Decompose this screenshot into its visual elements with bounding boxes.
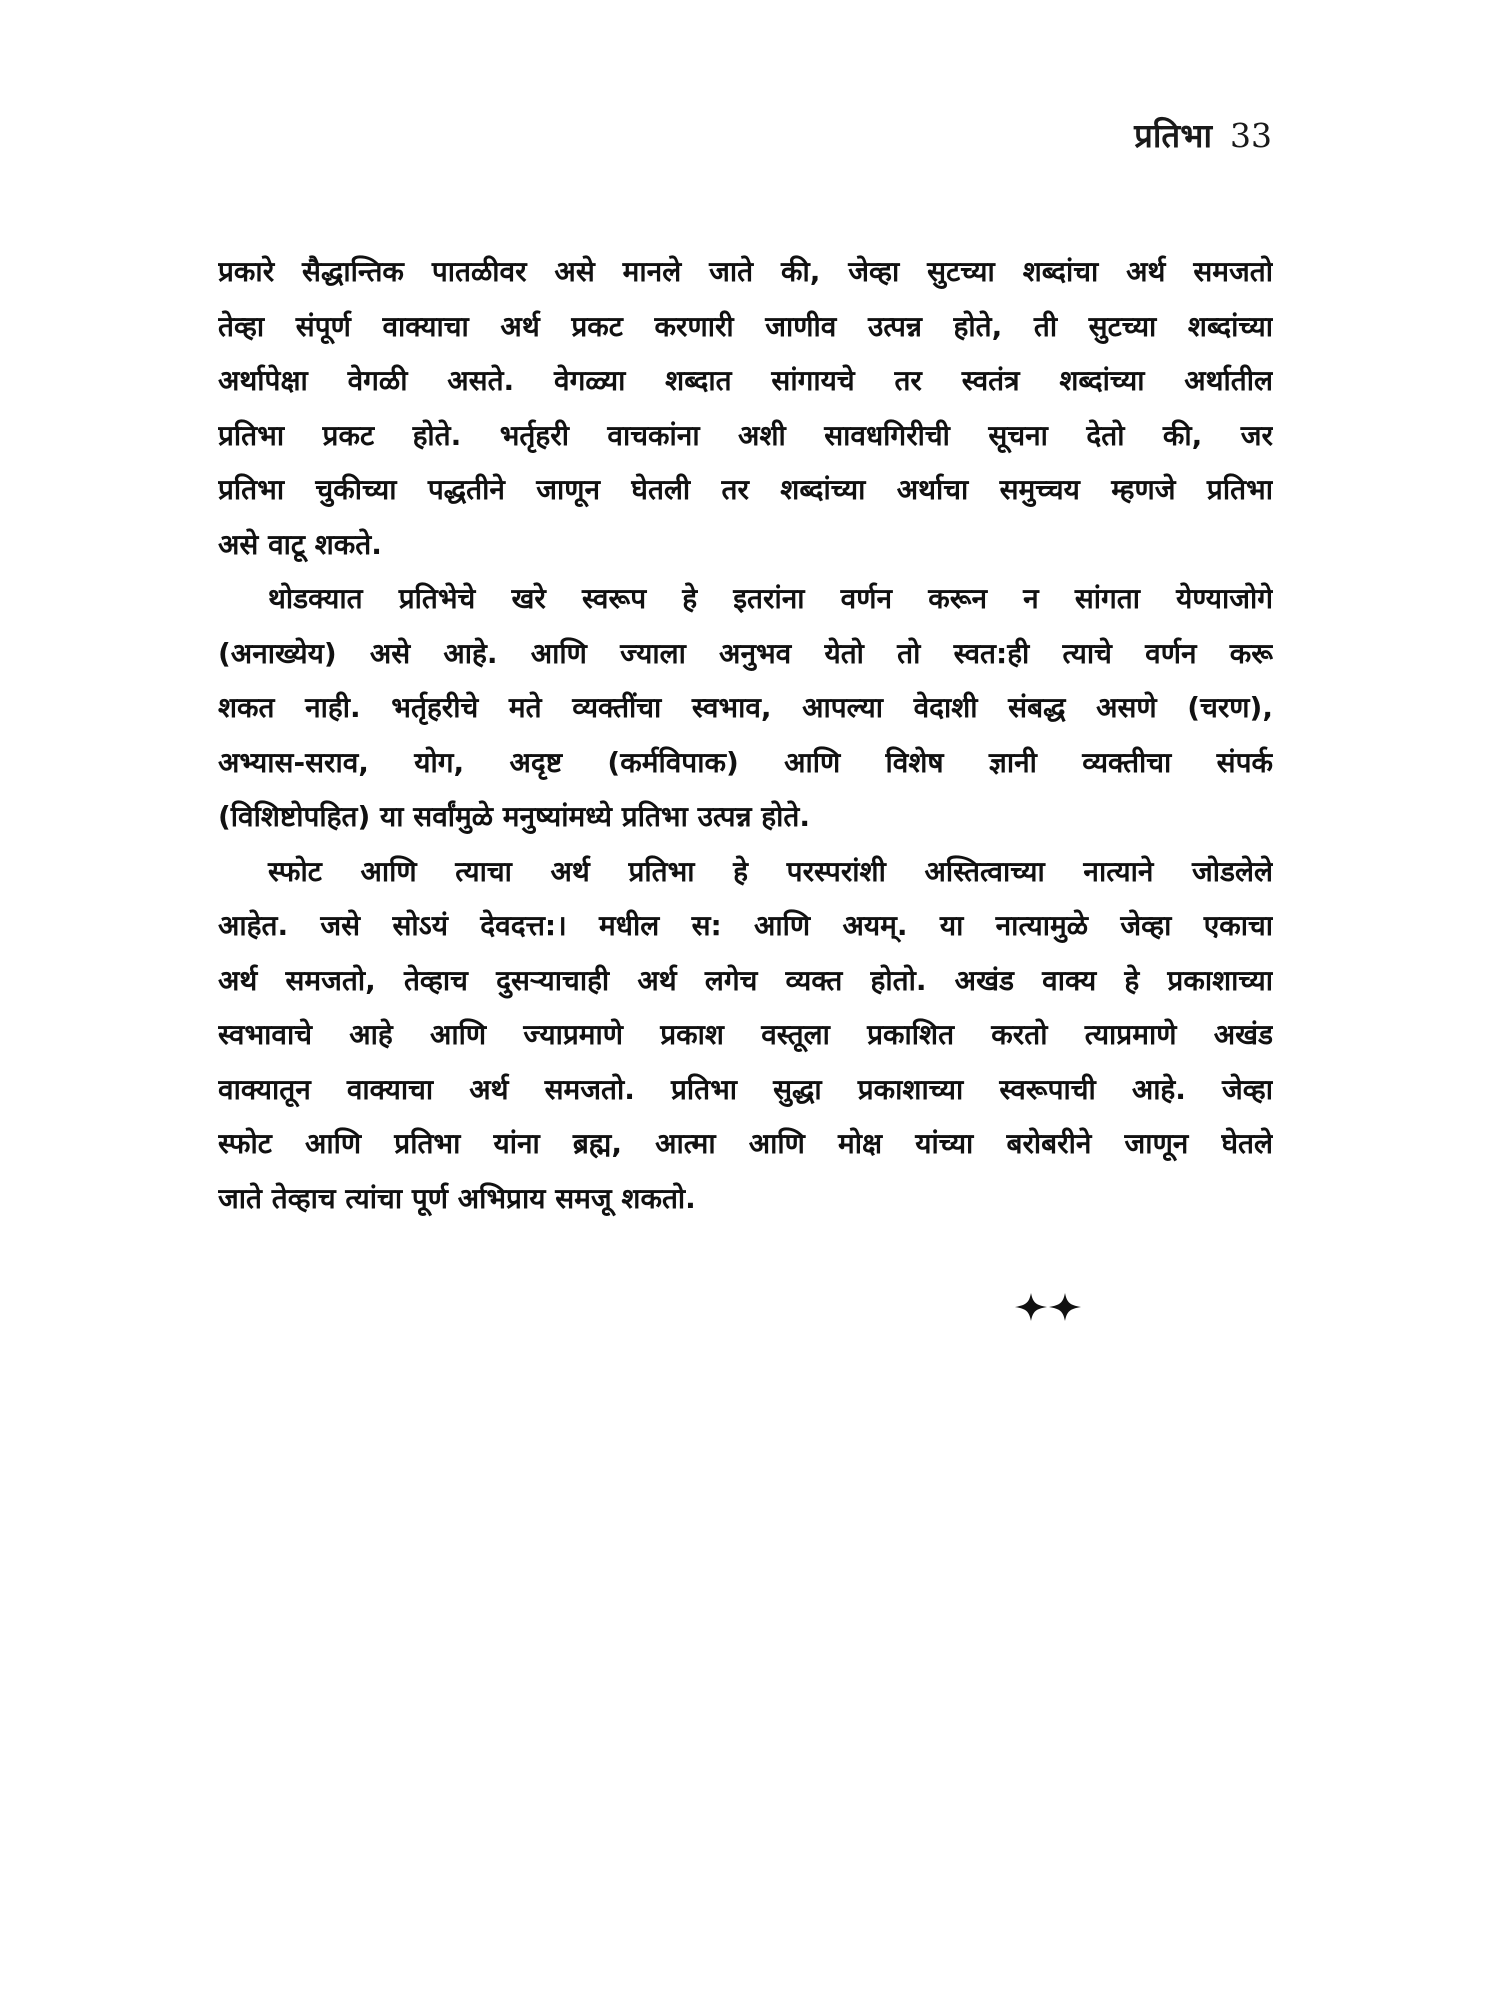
text-line: प्रतिभा चुकीच्या पद्धतीने जाणून घेतली तर शब्दांच्या अर्थाचा समुच्चय म्हणजे प्रतिभा bbox=[218, 473, 1273, 506]
text-line: अर्थापेक्षा वेगळी असते. वेगळ्या शब्दात सांगायचे तर स्वतंत्र शब्दांच्या अर्थातील bbox=[218, 364, 1273, 397]
text-line: स्फोट आणि प्रतिभा यांना ब्रह्म, आत्मा आणि मोक्ष यांच्या बरोबरीने जाणून घेतले bbox=[218, 1127, 1273, 1160]
text-line: अर्थ समजतो, तेव्हाच दुसऱ्याचाही अर्थ लगेच व्यक्त होतो. अखंड वाक्य हे प्रकाशाच्या bbox=[218, 963, 1273, 997]
text-line: स्वभावाचे आहे आणि ज्याप्रमाणे प्रकाश वस्तूला प्रकाशित करतो त्याप्रमाणे अखंड bbox=[218, 1018, 1273, 1051]
running-header bbox=[1134, 112, 1272, 157]
paragraph-3 bbox=[218, 845, 1273, 1227]
text-line: प्रतिभा प्रकट होते. भर्तृहरी वाचकांना अशी सावधगिरीची सूचना देतो की, जर bbox=[218, 418, 1273, 452]
paragraph-1 bbox=[218, 245, 1273, 572]
diamond-ornament-left bbox=[1015, 1293, 1047, 1321]
text-line: तेव्हा संपूर्ण वाक्याचा अर्थ प्रकट करणारी जाणीव उत्पन्न होते, ती सुटच्या शब्दांच्या bbox=[218, 309, 1273, 343]
text-line: थोडक्यात प्रतिभेचे खरे स्वरूप हे इतरांना वर्णन करून न सांगता येण्याजोगे bbox=[268, 582, 1273, 615]
text-line: जाते तेव्हाच त्यांचा पूर्ण अभिप्राय समजू शकतो. bbox=[218, 1181, 696, 1215]
paragraph-2 bbox=[218, 572, 1273, 845]
text-line: अभ्यास-सराव, योग, अदृष्ट (कर्मविपाक) आणि विशेष ज्ञानी व्यक्तीचा संपर्क bbox=[218, 745, 1273, 779]
text-line: स्फोट आणि त्याचा अर्थ प्रतिभा हे परस्परांशी अस्तित्वाच्या नात्याने जोडलेले bbox=[268, 854, 1273, 888]
text-line: प्रकारे सैद्धान्तिक पातळीवर असे मानले जाते की, जेव्हा सुटच्या शब्दांचा अर्थ समजतो bbox=[218, 255, 1273, 288]
text-line: (विशिष्टोपहित) या सर्वांमुळे मनुष्यांमध्ये प्रतिभा उत्पन्न होते. bbox=[218, 800, 811, 833]
text-line: शकत नाही. भर्तृहरीचे मते व्यक्तींचा स्वभाव, आपल्या वेदाशी संबद्ध असणे (चरण), bbox=[218, 691, 1273, 724]
double-diamond-ornament-icon bbox=[1014, 1292, 1082, 1322]
page-number: 33 bbox=[1230, 116, 1272, 155]
running-title: प्रतिभा bbox=[1134, 116, 1212, 155]
text-line: वाक्यातून वाक्याचा अर्थ समजतो. प्रतिभा सुद्धा प्रकाशाच्या स्वरूपाची आहे. जेव्हा bbox=[218, 1072, 1273, 1106]
text-line: आहेत. जसे सोऽयं देवदत्त:। मधील स: आणि अयम्. या नात्यामुळे जेव्हा एकाचा bbox=[218, 909, 1273, 942]
text-line: (अनाख्येय) असे आहे. आणि ज्याला अनुभव येतो तो स्वत:ही त्याचे वर्णन करू bbox=[218, 636, 1273, 670]
text-line: असे वाटू शकते. bbox=[218, 527, 382, 561]
body-text bbox=[218, 245, 1273, 1226]
diamond-ornament-right bbox=[1049, 1293, 1081, 1321]
